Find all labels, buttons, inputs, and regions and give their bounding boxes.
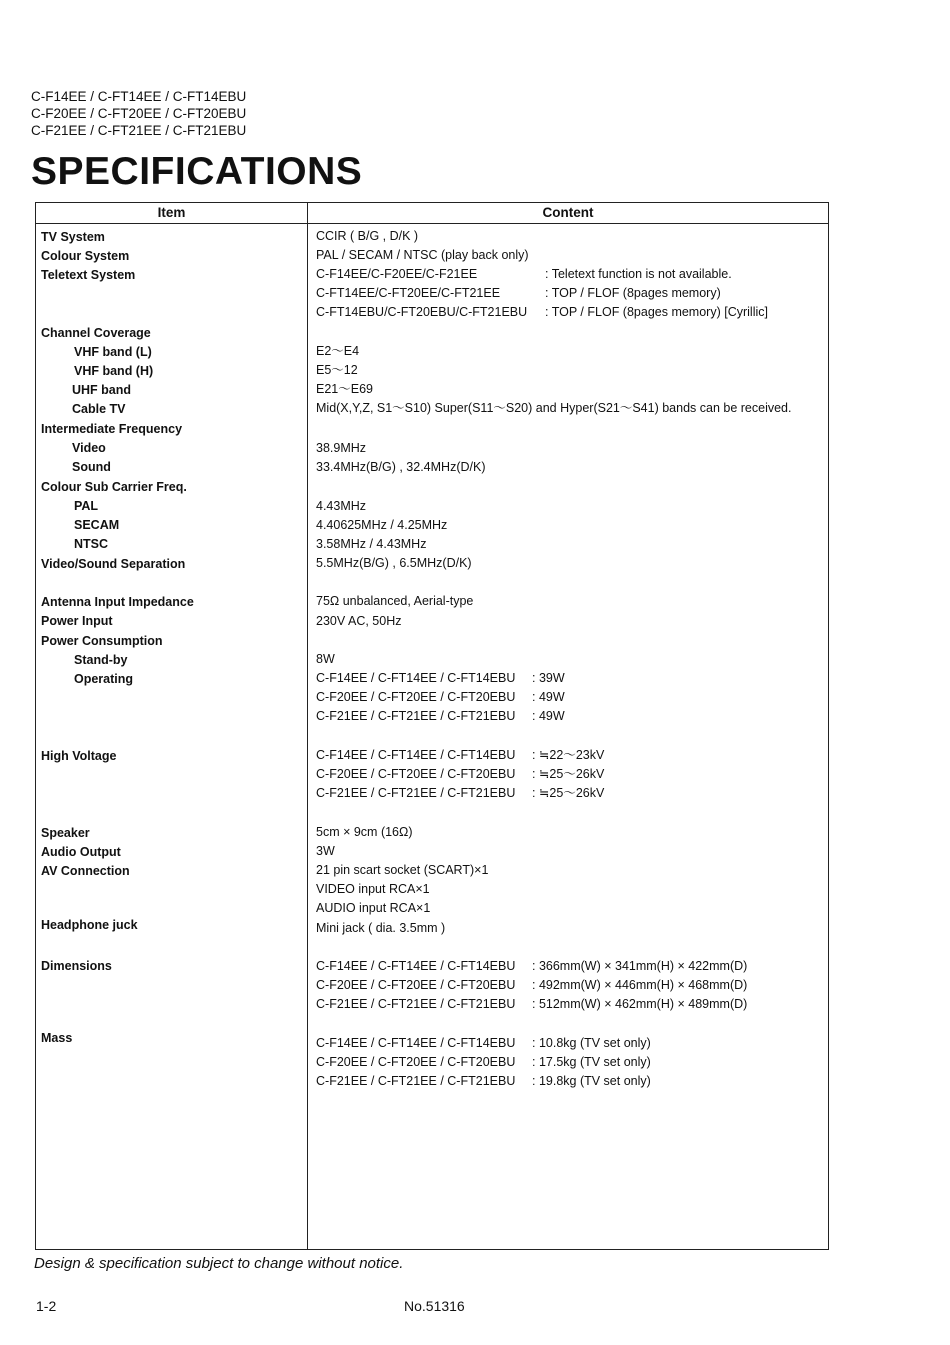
item-speaker: Speaker bbox=[41, 826, 90, 840]
operating-model: C-F21EE / C-FT21EE / C-FT21EBU bbox=[316, 709, 516, 723]
item-teletext-system: Teletext System bbox=[41, 268, 136, 282]
operating-model: C-F14EE / C-FT14EE / C-FT14EBU bbox=[316, 671, 516, 685]
high-voltage-model: C-F14EE / C-FT14EE / C-FT14EBU bbox=[316, 748, 516, 762]
value-power-input: 230V AC, 50Hz bbox=[316, 614, 402, 628]
value-uhf: E21～E69 bbox=[316, 382, 373, 396]
item-av-connection: AV Connection bbox=[41, 864, 130, 878]
item-uhf: UHF band bbox=[72, 383, 132, 397]
high-voltage-model: C-F20EE / C-FT20EE / C-FT20EBU bbox=[316, 767, 516, 781]
item-high-voltage: High Voltage bbox=[41, 749, 117, 763]
item-secam: SECAM bbox=[74, 518, 120, 532]
item-headphone: Headphone juck bbox=[41, 918, 138, 932]
mass-spec: : 10.8kg (TV set only) bbox=[532, 1036, 651, 1050]
high-voltage-spec: : ≒22～23kV bbox=[532, 748, 605, 762]
item-tv-system: TV System bbox=[41, 230, 105, 244]
teletext-model: C-FT14EE/C-FT20EE/C-FT21EE bbox=[316, 286, 501, 300]
value-vhf-h: E5～12 bbox=[316, 363, 358, 377]
high-voltage-spec: : ≒25～26kV bbox=[532, 767, 605, 781]
document-number: No.51316 bbox=[404, 1298, 465, 1314]
item-video: Video bbox=[72, 441, 106, 455]
value-pal: 4.43MHz bbox=[316, 499, 367, 513]
item-pal: PAL bbox=[74, 499, 99, 513]
operating-spec: : 39W bbox=[532, 671, 565, 685]
mass-model: C-F21EE / C-FT21EE / C-FT21EBU bbox=[316, 1074, 516, 1088]
value-cable: Mid(X,Y,Z, S1～S10) Super(S11～S20) and Hyper(S21～S41) bands can be received. bbox=[316, 401, 792, 415]
mass-spec: : 19.8kg (TV set only) bbox=[532, 1074, 651, 1088]
item-channel-coverage: Channel Coverage bbox=[41, 326, 151, 340]
dimensions-spec: : 366mm(W) × 341mm(H) × 422mm(D) bbox=[532, 959, 748, 973]
value-colour-system: PAL / SECAM / NTSC (play back only) bbox=[316, 248, 529, 262]
operating-spec: : 49W bbox=[532, 709, 565, 723]
value-antenna: 75Ω unbalanced, Aerial-type bbox=[316, 594, 474, 608]
high-voltage-spec: : ≒25～26kV bbox=[532, 786, 605, 800]
item-if: Intermediate Frequency bbox=[41, 422, 183, 436]
operating-spec: : 49W bbox=[532, 690, 565, 704]
item-operating: Operating bbox=[74, 672, 134, 686]
high-voltage-model: C-F21EE / C-FT21EE / C-FT21EBU bbox=[316, 786, 516, 800]
teletext-spec: : TOP / FLOF (8pages memory) bbox=[545, 286, 721, 300]
value-vs-sep: 5.5MHz(B/G) , 6.5MHz(D/K) bbox=[316, 556, 472, 570]
teletext-spec: : TOP / FLOF (8pages memory) [Cyrillic] bbox=[545, 305, 768, 319]
dimensions-model: C-F20EE / C-FT20EE / C-FT20EBU bbox=[316, 978, 516, 992]
dimensions-model: C-F21EE / C-FT21EE / C-FT21EBU bbox=[316, 997, 516, 1011]
column-header-content: Content bbox=[542, 205, 594, 220]
item-cable: Cable TV bbox=[72, 402, 126, 416]
item-audio-output: Audio Output bbox=[41, 845, 121, 859]
item-mass: Mass bbox=[41, 1031, 73, 1045]
column-divider bbox=[307, 203, 308, 1249]
value-vhf-l: E2～E4 bbox=[316, 344, 360, 358]
value-headphone: Mini jack ( dia. 3.5mm ) bbox=[316, 921, 446, 935]
value-tv-system: CCIR ( B/G , D/K ) bbox=[316, 229, 419, 243]
operating-model: C-F20EE / C-FT20EE / C-FT20EBU bbox=[316, 690, 516, 704]
teletext-model: C-FT14EBU/C-FT20EBU/C-FT21EBU bbox=[316, 305, 528, 319]
value-av-connection: 21 pin scart socket (SCART)×1 bbox=[316, 863, 489, 877]
value-ntsc: 3.58MHz / 4.43MHz bbox=[316, 537, 427, 551]
item-subcarrier: Colour Sub Carrier Freq. bbox=[41, 480, 187, 494]
model-line: C-F21EE / C-FT21EE / C-FT21EBU bbox=[31, 123, 247, 138]
item-ntsc: NTSC bbox=[74, 537, 109, 551]
value-audio-output: 3W bbox=[316, 844, 335, 858]
disclaimer: Design & specification subject to change without notice. bbox=[34, 1255, 404, 1272]
header-divider bbox=[36, 223, 828, 224]
value-secam: 4.40625MHz / 4.25MHz bbox=[316, 518, 448, 532]
value-video: 38.9MHz bbox=[316, 441, 367, 455]
item-dimensions: Dimensions bbox=[41, 959, 112, 973]
page-title: SPECIFICATIONS bbox=[31, 150, 363, 193]
spec-table bbox=[35, 202, 829, 1250]
teletext-model: C-F14EE/C-F20EE/C-F21EE bbox=[316, 267, 478, 281]
dimensions-spec: : 512mm(W) × 462mm(H) × 489mm(D) bbox=[532, 997, 748, 1011]
value-speaker: 5cm × 9cm (16Ω) bbox=[316, 825, 413, 839]
dimensions-model: C-F14EE / C-FT14EE / C-FT14EBU bbox=[316, 959, 516, 973]
item-power-consumption: Power Consumption bbox=[41, 634, 163, 648]
column-header-item: Item bbox=[157, 205, 186, 220]
value-av-connection: AUDIO input RCA×1 bbox=[316, 901, 431, 915]
model-list bbox=[31, 88, 246, 139]
item-colour-system: Colour System bbox=[41, 249, 130, 263]
value-sound: 33.4MHz(B/G) , 32.4MHz(D/K) bbox=[316, 460, 486, 474]
mass-spec: : 17.5kg (TV set only) bbox=[532, 1055, 651, 1069]
item-standby: Stand-by bbox=[74, 653, 128, 667]
mass-model: C-F20EE / C-FT20EE / C-FT20EBU bbox=[316, 1055, 516, 1069]
item-power-input: Power Input bbox=[41, 614, 113, 628]
value-av-connection: VIDEO input RCA×1 bbox=[316, 882, 430, 896]
value-standby: 8W bbox=[316, 652, 335, 666]
dimensions-spec: : 492mm(W) × 446mm(H) × 468mm(D) bbox=[532, 978, 748, 992]
item-vs-sep: Video/Sound Separation bbox=[41, 557, 186, 571]
model-line: C-F14EE / C-FT14EE / C-FT14EBU bbox=[31, 89, 247, 104]
item-vhf-l: VHF band (L) bbox=[74, 345, 152, 359]
item-sound: Sound bbox=[72, 460, 111, 474]
item-vhf-h: VHF band (H) bbox=[74, 364, 154, 378]
page-number: 1-2 bbox=[36, 1298, 57, 1314]
item-antenna: Antenna Input Impedance bbox=[41, 595, 194, 609]
teletext-spec: : Teletext function is not available. bbox=[545, 267, 732, 281]
mass-model: C-F14EE / C-FT14EE / C-FT14EBU bbox=[316, 1036, 516, 1050]
model-line: C-F20EE / C-FT20EE / C-FT20EBU bbox=[31, 106, 247, 121]
